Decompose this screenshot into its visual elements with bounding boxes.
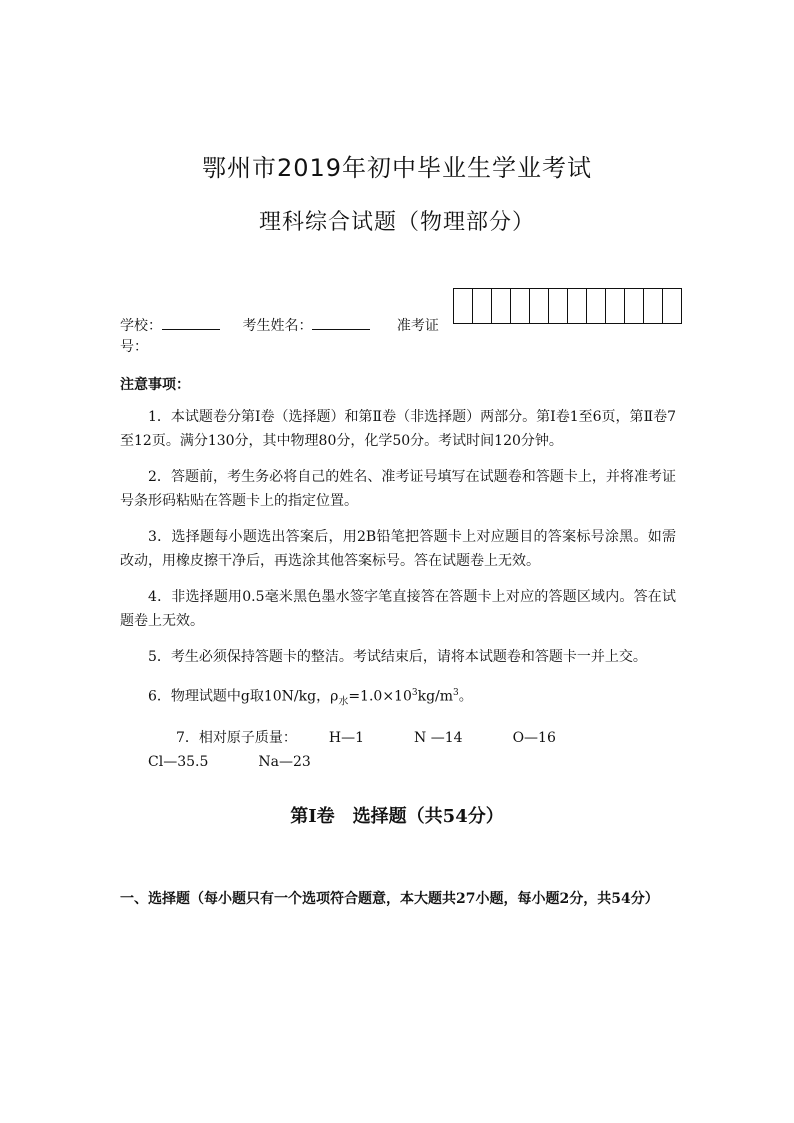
- note-item: 5．考生必须保持答题卡的整洁。考试结束后，请将本试题卷和答题卡一并上交。: [148, 649, 647, 665]
- exam-number-cell[interactable]: [587, 289, 606, 323]
- exam-number-cell[interactable]: [530, 289, 549, 323]
- school-field[interactable]: [162, 317, 220, 330]
- name-label: 考生姓名：: [242, 318, 313, 334]
- section-title: 第Ⅰ卷 选择题（共54分）: [290, 806, 504, 827]
- exam-number-cell[interactable]: [549, 289, 568, 323]
- note-item-atomic-mass: 7．相对原子质量： H—1 N —14 O—16Cl—35.5 Na—23: [148, 730, 556, 771]
- note-item: 3．选择题每小题选出答案后，用2B铅笔把答题卡上对应题目的答案标号涂黑。如需改动，用橡皮擦干净后，再选涂其他答案标号。答在试题卷上无效。: [120, 529, 676, 569]
- exam-number-cell[interactable]: [663, 289, 682, 323]
- student-info-line: [120, 315, 439, 335]
- exam-number-cell[interactable]: [568, 289, 587, 323]
- exam-number-cell[interactable]: [473, 289, 492, 323]
- notes-list: [120, 405, 676, 786]
- note-item: 1．本试题卷分第Ⅰ卷（选择题）和第Ⅱ卷（非选择题）两部分。第Ⅰ卷1至6页，第Ⅱ卷7至12页。满分130分，其中物理80分，化学50分。考试时间120分钟。: [120, 409, 676, 449]
- question-section-heading: 一、选择题（每小题只有一个选项符合题意，本大题共27小题，每小题2分，共54分）: [120, 891, 659, 907]
- exam-number-cell[interactable]: [606, 289, 625, 323]
- exam-number-cell[interactable]: [454, 289, 473, 323]
- exam-subtitle: 理科综合试题（物理部分）: [258, 210, 535, 235]
- notes-heading: 注意事项：: [120, 377, 190, 393]
- exam-number-cell[interactable]: [492, 289, 511, 323]
- school-label: 学校：: [120, 318, 162, 334]
- exam-number-cell[interactable]: [511, 289, 530, 323]
- exam-no-label: 准考证: [396, 318, 439, 334]
- exam-number-cell[interactable]: [644, 289, 663, 323]
- name-field[interactable]: [312, 317, 370, 330]
- note-item: 2．答题前，考生务必将自己的姓名、准考证号填写在试题卷和答题卡上，并将准考证号条形码粘贴在答题卡上的指定位置。: [120, 469, 676, 509]
- exam-no-label-cont: 号：: [120, 339, 148, 355]
- exam-title: 鄂州市2019年初中毕业生学业考试: [201, 154, 593, 182]
- exam-number-grid[interactable]: [453, 288, 682, 324]
- note-item-constants: 6．物理试题中g取10N/kg，$\rho_水=1.0\times 10^3kg/m^3$。: [148, 688, 473, 708]
- note-item: 4．非选择题用0.5毫米黑色墨水签字笔直接答在答题卡上对应的答题区域内。答在试题卷上无效。: [120, 589, 676, 629]
- exam-number-cell[interactable]: [625, 289, 644, 323]
